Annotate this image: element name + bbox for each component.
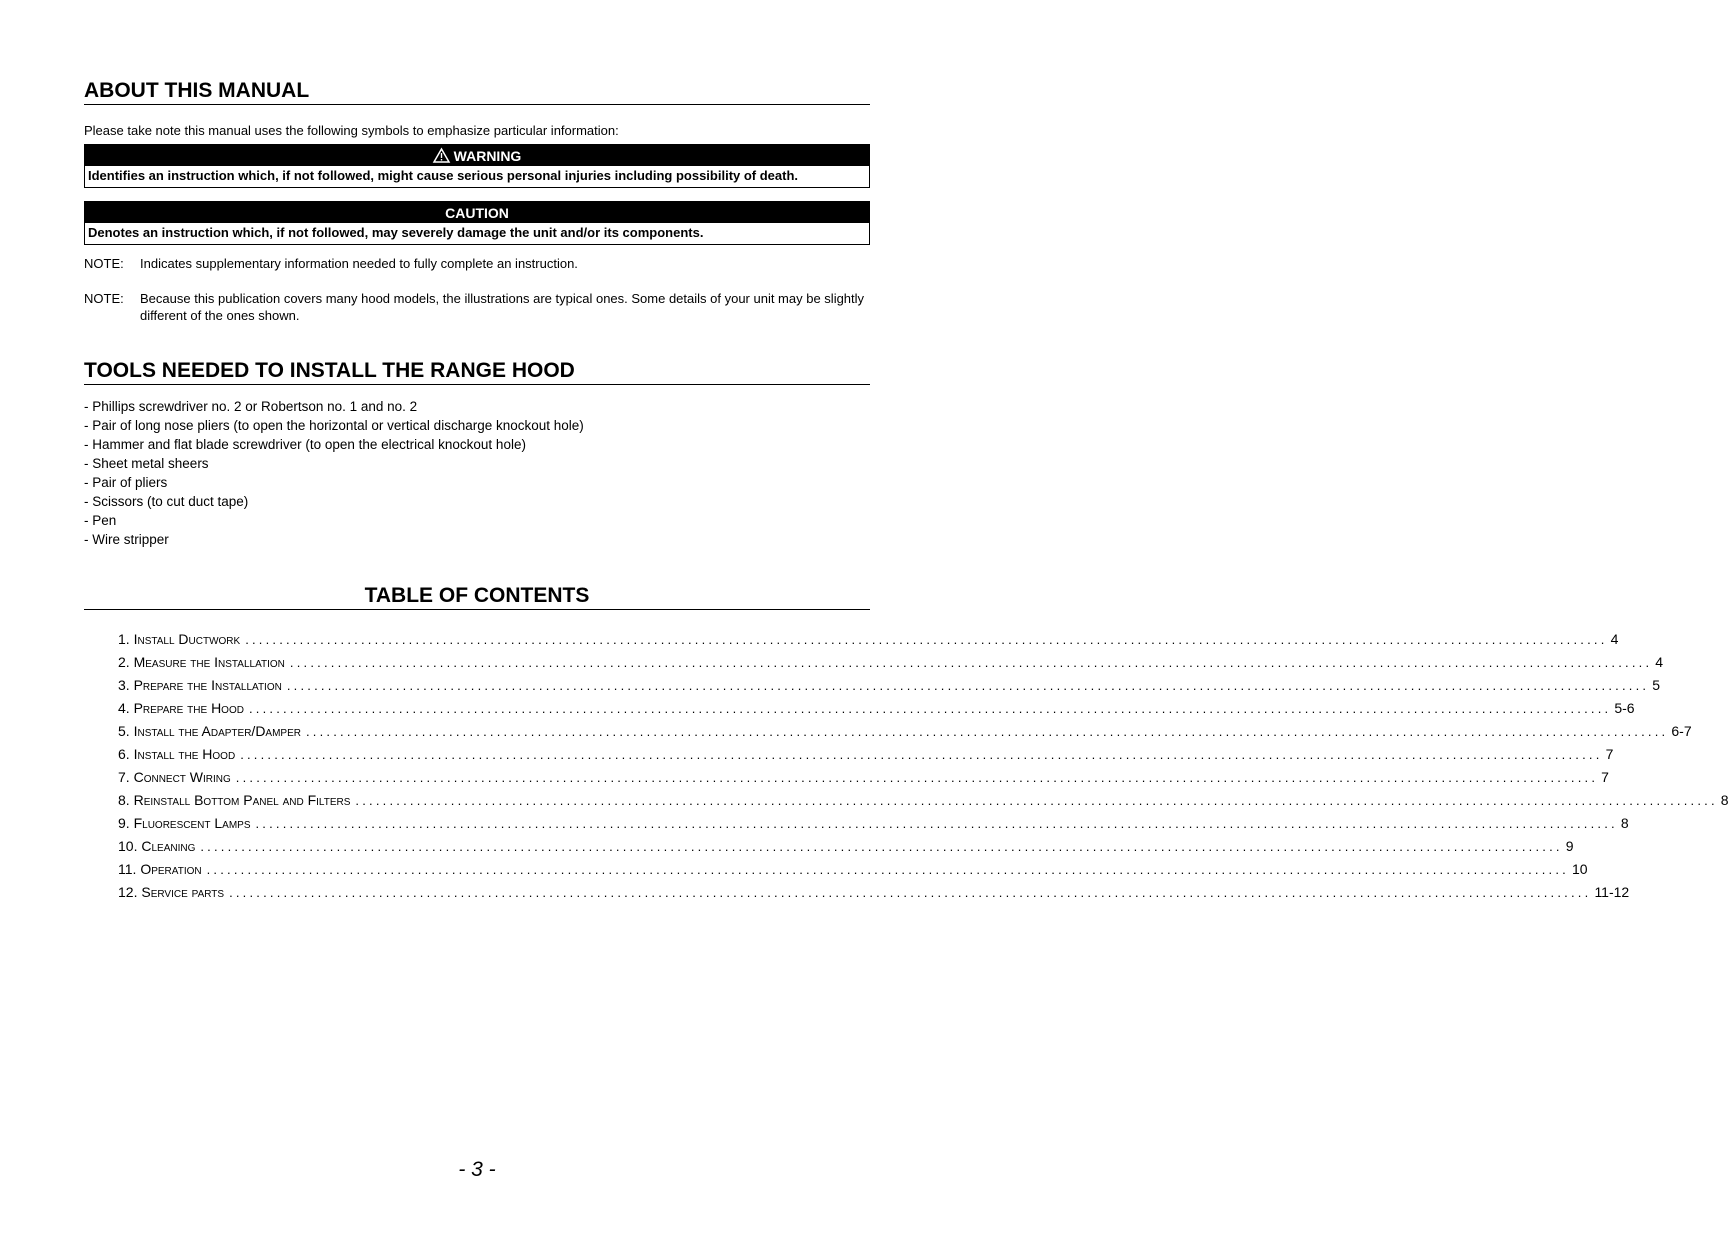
toc-entry (118, 789, 1729, 812)
toc-number: 1. (118, 631, 130, 647)
caution-text: Denotes an instruction which, if not followed, may severely damage the unit and/or its components. (88, 225, 704, 240)
list-item: - Pen (84, 513, 117, 528)
toc-entry (118, 697, 1635, 720)
toc-number: 6. (118, 746, 130, 762)
toc-page: 7 (1601, 769, 1609, 785)
about-heading: ABOUT THIS MANUAL (84, 78, 870, 105)
toc-page: 9 (1565, 838, 1574, 854)
toc-leader: ........................................................................................................................................................................................................ (355, 793, 1718, 808)
toc-entry (118, 812, 1629, 835)
toc-leader: ........................................................................................................................................................................................................ (235, 770, 1599, 785)
toc-entry (118, 720, 1692, 743)
toc-title: Service parts (141, 884, 225, 900)
toc-title: Prepare the Installation (133, 677, 282, 693)
toc-number: 2. (118, 654, 130, 670)
tools-heading: TOOLS NEEDED TO INSTALL THE RANGE HOOD (84, 358, 870, 385)
toc-page: 8 (1720, 792, 1729, 808)
toc-page: 4 (1655, 654, 1664, 670)
toc-leader: ........................................................................................................................................................................................................ (255, 816, 1618, 831)
note-label: NOTE: (84, 256, 124, 271)
list-item: - Phillips screwdriver no. 2 or Robertson no. 1 and no. 2 (84, 399, 418, 414)
caution-box (84, 201, 870, 245)
toc-entry (118, 628, 1619, 651)
toc-number: 11. (118, 861, 137, 877)
toc-heading: TABLE OF CONTENTS (84, 583, 870, 610)
list-item: - Pair of long nose pliers (to open the horizontal or vertical discharge knockout hole) (84, 418, 584, 433)
toc-title: Cleaning (141, 838, 196, 854)
list-item: - Sheet metal sheers (84, 456, 209, 471)
toc-entry (118, 674, 1661, 697)
toc-number: 8. (118, 792, 130, 808)
toc-title: Fluorescent Lamps (133, 815, 251, 831)
tools-list (84, 397, 870, 549)
caution-label: CAUTION (445, 204, 509, 221)
note-illustrations (84, 290, 870, 324)
toc-entry (118, 835, 1574, 858)
caution-header (85, 202, 869, 223)
note-text: Because this publication covers many hood models, the illustrations are typical ones. Some details of your unit may be slightly different of the ones shown. (140, 291, 865, 323)
toc-number: 4. (118, 700, 130, 716)
list-item: - Wire stripper (84, 532, 169, 547)
toc-title: Install the Hood (133, 746, 236, 762)
list-item: - Pair of pliers (84, 475, 168, 490)
toc-title: Install Ductwork (133, 631, 241, 647)
toc-page: 5-6 (1614, 700, 1635, 716)
toc-title: Install the Adapter/Damper (133, 723, 301, 739)
toc-page: 5 (1652, 677, 1661, 693)
toc-list (84, 628, 1729, 904)
toc-entry (118, 766, 1609, 789)
toc-entry (118, 743, 1614, 766)
toc-leader: ........................................................................................................................................................................................................ (206, 862, 1569, 877)
note-text: Indicates supplementary information needed to fully complete an instruction. (140, 256, 578, 271)
toc-page: 10 (1571, 861, 1588, 877)
toc-title: Prepare the Hood (133, 700, 244, 716)
warning-box (84, 144, 870, 188)
toc-number: 7. (118, 769, 130, 785)
toc-leader: ........................................................................................................................................................................................................ (248, 701, 1612, 716)
toc-title: Measure the Installation (133, 654, 285, 670)
toc-title: Connect Wiring (133, 769, 231, 785)
toc-leader: ........................................................................................................................................................................................................ (306, 724, 1669, 739)
toc-page: 6-7 (1671, 723, 1692, 739)
warning-header (85, 145, 869, 166)
toc-page: 11-12 (1594, 884, 1630, 900)
toc-leader: ........................................................................................................................................................................................................ (245, 632, 1608, 647)
toc-leader: ........................................................................................................................................................................................................ (240, 747, 1603, 762)
list-item: - Scissors (to cut duct tape) (84, 494, 249, 509)
toc-page: 7 (1605, 746, 1614, 762)
page-number: - 3 - (458, 1158, 496, 1181)
toc-number: 12. (118, 884, 138, 900)
toc-leader: ........................................................................................................................................................................................................ (229, 885, 1592, 900)
toc-entry (118, 858, 1588, 881)
toc-entry (118, 881, 1630, 904)
toc-title: Reinstall Bottom Panel and Filters (133, 792, 351, 808)
toc-number: 3. (118, 677, 130, 693)
toc-entry (118, 651, 1664, 674)
toc-number: 9. (118, 815, 130, 831)
toc-number: 5. (118, 723, 130, 739)
toc-leader: ........................................................................................................................................................................................................ (286, 678, 1650, 693)
toc-title: Operation (140, 861, 202, 877)
toc-page: 4 (1610, 631, 1619, 647)
note-label: NOTE: (84, 291, 124, 306)
toc-page: 8 (1620, 815, 1629, 831)
note-supplementary (84, 255, 870, 272)
warning-text: Identifies an instruction which, if not followed, might cause serious personal injuries including possibility of death. (88, 168, 799, 183)
warning-label: WARNING (453, 147, 522, 164)
toc-leader: ........................................................................................................................................................................................................ (200, 839, 1563, 854)
warning-triangle-icon (433, 148, 450, 163)
toc-leader: ........................................................................................................................................................................................................ (289, 655, 1653, 670)
about-intro: Please take note this manual uses the following symbols to emphasize particular information: (84, 123, 619, 138)
list-item: - Hammer and flat blade screwdriver (to open the electrical knockout hole) (84, 437, 526, 452)
toc-number: 10. (118, 838, 138, 854)
